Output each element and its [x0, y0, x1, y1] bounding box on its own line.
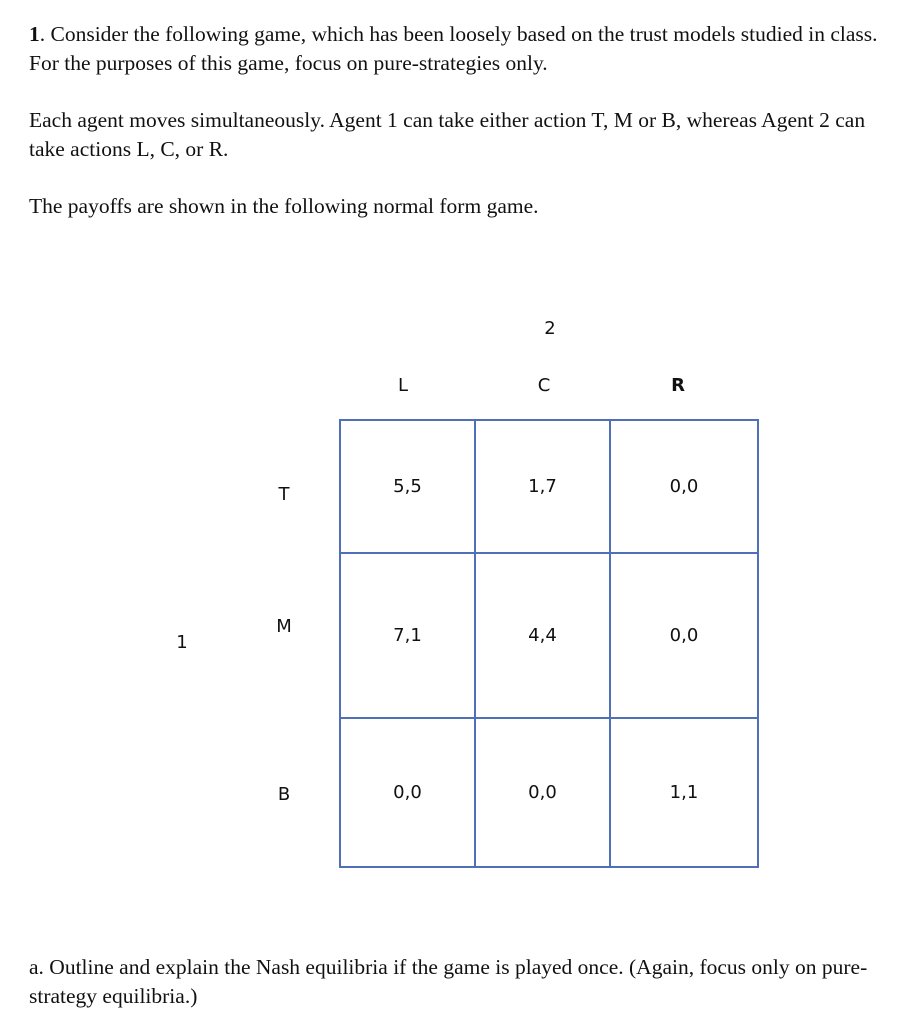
row-action-B: B	[277, 784, 291, 805]
payoff-value: 0,0	[393, 782, 422, 803]
payoff-row-M	[340, 553, 758, 718]
column-action-C: C	[537, 375, 551, 396]
row-action-T: T	[278, 484, 290, 505]
row-player-label: 1	[176, 632, 188, 653]
payoff-cell-M-R	[610, 553, 758, 718]
column-action-R: R	[671, 375, 685, 396]
payoff-value: 4,4	[528, 625, 557, 646]
row-action-M: M	[276, 616, 292, 637]
payoff-cell-M-L	[340, 553, 475, 718]
payoff-matrix	[339, 419, 759, 868]
question-number: 1	[29, 22, 40, 46]
moves-description: Each agent moves simultaneously. Agent 1 can take either action T, M or B, whereas Agent 2 can take actions L, C, or R.	[29, 108, 866, 161]
question-intro-text: . Consider the following game, which has been loosely based on the trust models studied in class. For the purposes of this game, focus on pure-strategies only.	[29, 22, 878, 75]
part-a-question: a. Outline and explain the Nash equilibria if the game is played once. (Again, focus only on pure-strategy equilibria.)	[29, 955, 868, 1008]
payoff-cell-M-C	[475, 553, 610, 718]
payoff-intro: The payoffs are shown in the following normal form game.	[29, 194, 539, 218]
payoff-row-B	[340, 718, 758, 867]
payoff-value: 1,1	[669, 782, 699, 803]
payoff-row-T	[340, 420, 758, 553]
question-intro	[29, 20, 889, 78]
payoff-value: 0,0	[669, 476, 699, 497]
column-player-label: 2	[544, 318, 556, 339]
payoff-cell-T-C	[475, 420, 610, 553]
payoff-cell-B-L	[340, 718, 475, 867]
payoff-value: 5,5	[393, 476, 422, 497]
payoff-value: 0,0	[669, 625, 699, 646]
payoff-cell-T-L	[340, 420, 475, 553]
payoff-cell-B-C	[475, 718, 610, 867]
payoff-cell-B-R	[610, 718, 758, 867]
payoff-value: 0,0	[528, 782, 557, 803]
payoff-value: 1,7	[528, 476, 557, 497]
column-action-L: L	[397, 375, 409, 396]
payoff-value: 7,1	[393, 625, 422, 646]
payoff-cell-T-R	[610, 420, 758, 553]
